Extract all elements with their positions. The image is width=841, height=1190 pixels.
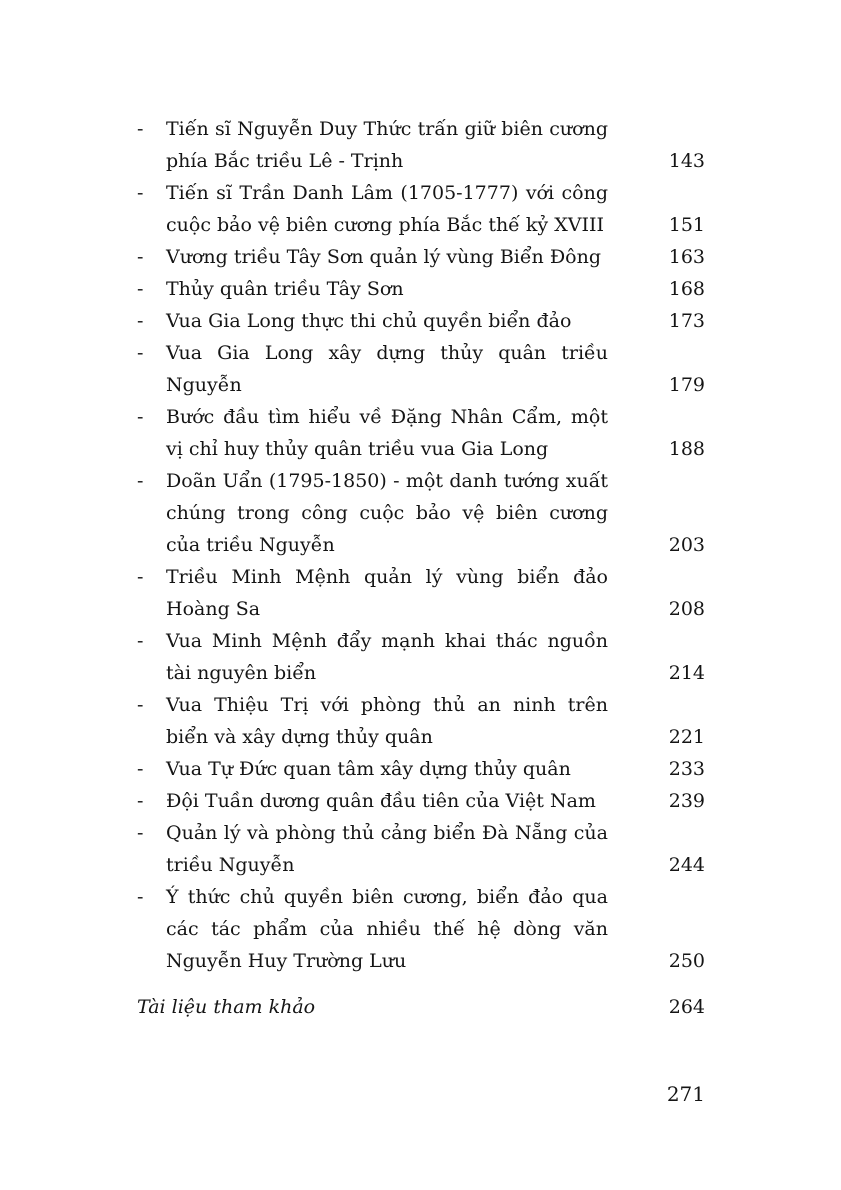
toc-entry [137,817,705,881]
toc-entry [137,881,705,977]
toc-entry-title: Vua Thiệu Trị với phòng thủ an ninh trên biển và xây dựng thủy quân [166,694,608,748]
references-row [137,991,705,1023]
toc-entry-bullet: - [137,822,144,844]
toc-entry-page: 250 [668,950,705,972]
toc-entry-page: 233 [668,758,705,780]
toc-entry-title: Triều Minh Mệnh quản lý vùng biển đảo Hoàng Sa [166,566,608,620]
toc-entry-page: 168 [668,278,705,300]
toc-entry-bullet: - [137,790,144,812]
toc-entry-title: Doãn Uẩn (1795-1850) - một danh tướng xuất chúng trong công cuộc bảo vệ biên cương của triều Nguyễn [166,470,608,556]
toc-entry-title: Vua Gia Long thực thi chủ quyền biển đảo [166,310,572,332]
toc-entry-title: Bước đầu tìm hiểu về Đặng Nhân Cẩm, một vị chỉ huy thủy quân triều vua Gia Long [166,406,608,460]
toc-entry-bullet: - [137,246,144,268]
toc-entry-page: 188 [668,438,705,460]
toc-entry [137,785,705,817]
toc-entry-page: 203 [668,534,705,556]
toc-entry-page: 143 [668,150,705,172]
toc-entry-bullet: - [137,182,144,204]
toc-entry [137,113,705,177]
toc-entry-page: 151 [668,214,705,236]
toc-entry-page: 239 [668,790,705,812]
toc-entry-bullet: - [137,566,144,588]
toc-entry-page: 179 [668,374,705,396]
toc-entry-title: Vua Minh Mệnh đẩy mạnh khai thác nguồn tài nguyên biển [166,630,608,684]
toc-entry-bullet: - [137,406,144,428]
toc-entry-page: 208 [668,598,705,620]
toc-entry [137,337,705,401]
toc-entry-title: Ý thức chủ quyền biên cương, biển đảo qua các tác phẩm của nhiều thế hệ dòng văn Nguyễn Huy Trường Lưu [166,886,608,972]
toc-entry-title: Tiến sĩ Trần Danh Lâm (1705-1777) với công cuộc bảo vệ biên cương phía Bắc thế kỷ XVIII [166,182,608,236]
toc-entry-title: Đội Tuần dương quân đầu tiên của Việt Nam [166,790,596,812]
page-number: 271 [666,1082,705,1106]
toc-entry-page: 173 [668,310,705,332]
toc-entry-bullet: - [137,630,144,652]
toc-entry-bullet: - [137,278,144,300]
toc-entry [137,625,705,689]
toc-entry-title: Vua Gia Long xây dựng thủy quân triều Nguyễn [166,342,608,396]
toc-entry-title: Thủy quân triều Tây Sơn [166,278,404,300]
toc-entry-bullet: - [137,342,144,364]
toc-entry-title: Vương triều Tây Sơn quản lý vùng Biển Đông [166,246,601,268]
toc-entry-bullet: - [137,694,144,716]
toc-entry [137,305,705,337]
references-title: Tài liệu tham khảo [137,996,316,1018]
toc-entry-bullet: - [137,118,144,140]
toc-entry [137,241,705,273]
toc-entry [137,401,705,465]
toc-entry-page: 214 [668,662,705,684]
toc-entry [137,273,705,305]
toc-entry-title: Quản lý và phòng thủ cảng biển Đà Nẵng của triều Nguyễn [166,822,608,876]
toc-entry-title: Tiến sĩ Nguyễn Duy Thức trấn giữ biên cương phía Bắc triều Lê - Trịnh [166,118,608,172]
toc-entry-bullet: - [137,886,144,908]
toc-entry-bullet: - [137,470,144,492]
toc-entry-bullet: - [137,310,144,332]
toc-entry [137,561,705,625]
toc-entry-page: 244 [668,854,705,876]
toc-entry-page: 163 [668,246,705,268]
toc-entry-title: Vua Tự Đức quan tâm xây dựng thủy quân [166,758,571,780]
toc-entry [137,689,705,753]
references-page: 264 [668,996,705,1018]
toc-entry [137,753,705,785]
toc-entry [137,177,705,241]
toc-entry [137,465,705,561]
toc-entry-page: 221 [668,726,705,748]
toc-entry-bullet: - [137,758,144,780]
toc-list [137,113,705,1023]
